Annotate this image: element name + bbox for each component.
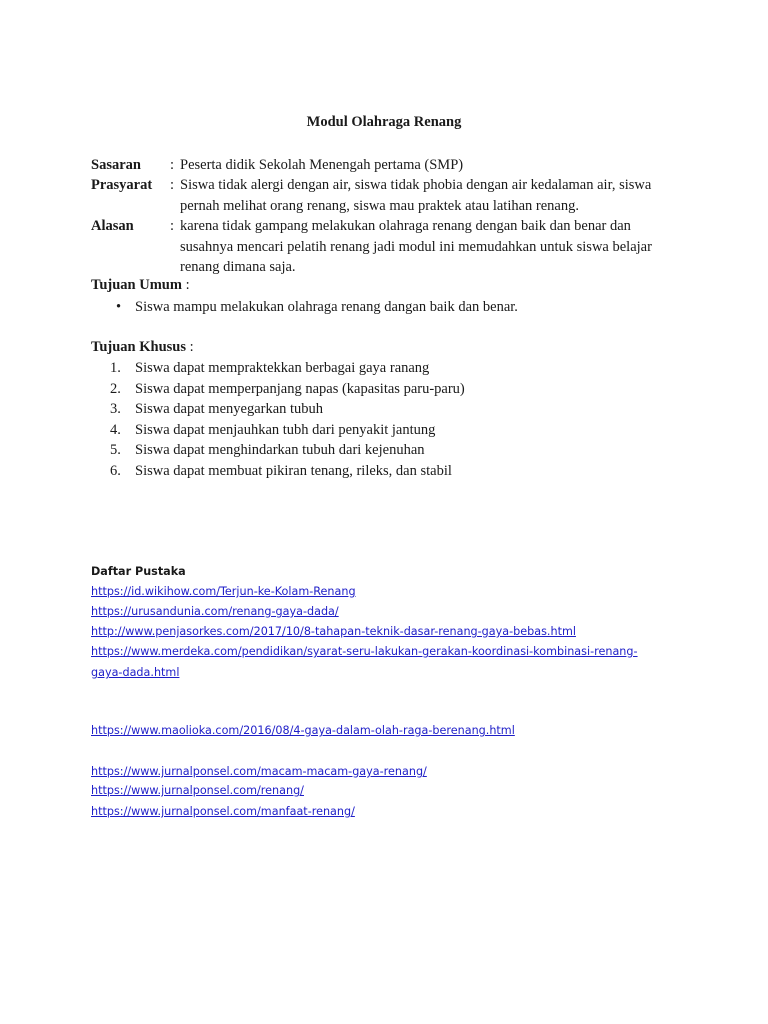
list-item-number: 3. [110, 401, 121, 417]
list-item-number: 1. [110, 360, 121, 376]
tujuan-khusus-colon: : [186, 339, 194, 355]
alasan-text-line1: karena tidak gampang melakukan olahraga renang dengan baik dan benar dan [180, 218, 631, 234]
alasan-row [91, 216, 691, 278]
list-item-text: Siswa dapat memperpanjang napas (kapasitas paru-paru) [135, 380, 465, 397]
list-item-text: Siswa dapat menyegarkan tubuh [135, 401, 324, 417]
prasyarat-label: Prasyarat [91, 177, 153, 193]
prasyarat-row [91, 175, 691, 216]
alasan-colon: : [170, 218, 175, 234]
reference-link-merdeka[interactable]: https://www.merdeka.com/pendidikan/syarat-seru-lakukan-gerakan-koordinasi-kombinasi-renang- [91, 645, 638, 658]
list-item-number: 5. [110, 442, 121, 458]
reference-link-merdeka-cont[interactable]: gaya-dada.html [91, 666, 180, 679]
reference-link-maolioka[interactable]: https://www.maolioka.com/2016/08/4-gaya-dalam-olah-raga-berenang.html [91, 724, 515, 737]
prasyarat-text-line1: Siswa tidak alergi dengan air, siswa tidak phobia dengan air kedalaman air, siswa [180, 177, 652, 193]
list-item-text: Siswa dapat menjauhkan tubh dari penyakit jantung [135, 421, 436, 438]
list-item-text: Siswa dapat menghindarkan tubuh dari kejenuhan [135, 442, 425, 458]
alasan-text-line2: susahnya mencari pelatih renang jadi modul ini memudahkan untuk siswa belajar [180, 238, 652, 255]
tujuan-umum-colon: : [181, 277, 190, 293]
prasyarat-text-line2: pernah melihat orang renang, siswa mau praktek atau latihan renang. [180, 197, 579, 214]
bullet-icon: • [116, 299, 122, 315]
sasaran-text: Peserta didik Sekolah Menengah pertama (SMP) [180, 157, 464, 173]
sasaran-row [91, 155, 691, 175]
alasan-label: Alasan [91, 218, 134, 234]
alasan-text-line3: renang dimana saja. [180, 259, 296, 275]
reference-link-jurnalponsel-manfaat[interactable]: https://www.jurnalponsel.com/manfaat-renang/ [91, 805, 355, 818]
tujuan-khusus-heading [91, 339, 194, 356]
list-item-number: 4. [110, 421, 121, 438]
sasaran-label: Sasaran [91, 157, 141, 173]
list-item-text: Siswa dapat mempraktekkan berbagai gaya ranang [135, 360, 430, 376]
daftar-pustaka-title: Daftar Pustaka [91, 565, 186, 578]
reference-link-jurnalponsel-renang[interactable]: https://www.jurnalponsel.com/renang/ [91, 784, 304, 797]
reference-link-jurnalponsel-macam[interactable]: https://www.jurnalponsel.com/macam-macam-gaya-renang/ [91, 765, 427, 778]
prasyarat-colon: : [170, 177, 175, 193]
tujuan-umum-heading [91, 277, 190, 294]
list-item-number: 6. [110, 462, 121, 479]
reference-link-wikihow[interactable]: https://id.wikihow.com/Terjun-ke-Kolam-Renang [91, 585, 356, 598]
reference-link-penjasorkes[interactable]: http://www.penjasorkes.com/2017/10/8-tahapan-teknik-dasar-renang-gaya-bebas.html [91, 625, 576, 638]
sasaran-colon: : [170, 157, 175, 173]
document-title: Modul Olahraga Renang [306, 114, 462, 130]
tujuan-umum-label: Tujuan Umum [91, 277, 182, 293]
tujuan-umum-item-text: Siswa mampu melakukan olahraga renang dangan baik dan benar. [135, 299, 518, 315]
list-item-text: Siswa dapat membuat pikiran tenang, rileks, dan stabil [135, 462, 452, 479]
reference-link-urusandunia[interactable]: https://urusandunia.com/renang-gaya-dada/ [91, 605, 339, 618]
list-item-number: 2. [110, 380, 121, 397]
tujuan-khusus-label: Tujuan Khusus [91, 339, 186, 355]
